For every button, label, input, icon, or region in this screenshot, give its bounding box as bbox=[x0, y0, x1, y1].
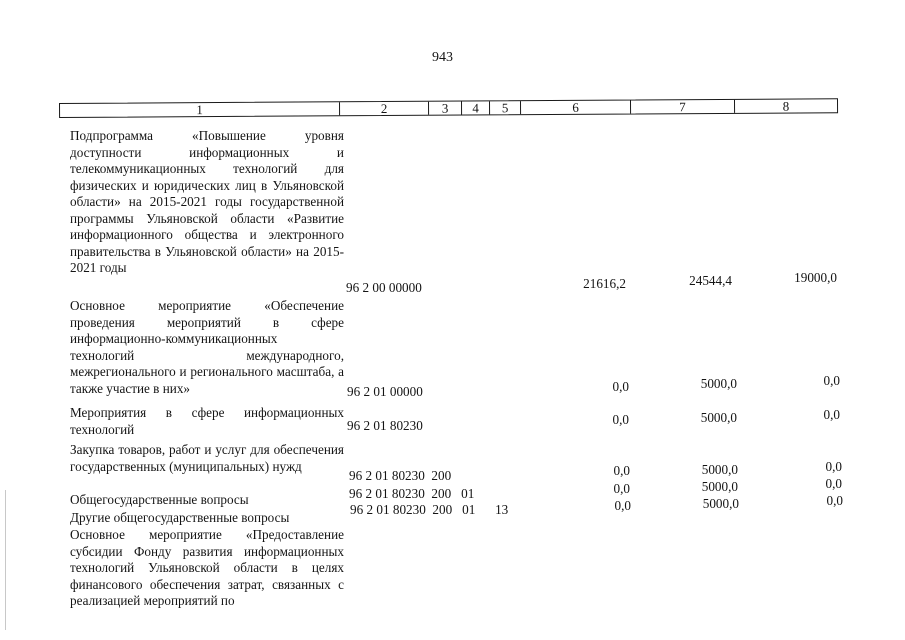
row-2-col6: 0,0 bbox=[612, 379, 629, 394]
header-col-6: 6 bbox=[520, 101, 630, 115]
row-1-col6: 21616,2 bbox=[583, 276, 626, 291]
row-1-code: 96 2 00 00000 bbox=[346, 280, 422, 295]
header-col-4: 4 bbox=[461, 101, 489, 114]
row-4-col7: 5000,0 bbox=[701, 462, 738, 477]
row-3-col7: 5000,0 bbox=[700, 410, 737, 425]
page-number: 943 bbox=[432, 50, 453, 65]
row-5-description: Общегосударственные вопросы bbox=[70, 492, 249, 507]
row-3-code: 96 2 01 80230 bbox=[347, 418, 423, 433]
row-3-col6: 0,0 bbox=[612, 412, 629, 427]
row-3-description: Мероприятия в сфере информационных технологий bbox=[70, 405, 344, 437]
row-2-col8: 0,0 bbox=[823, 373, 840, 388]
row-7-description: Основное мероприятие «Предоставление субсидии Фонду развития информационных технологий Ульяновской области в целях финансового обеспечения затрат, связанных с реализацией мероприятий по bbox=[70, 527, 344, 608]
row-1-col8: 19000,0 bbox=[794, 270, 837, 285]
row-6-code: 96 2 01 80230 200 01 13 bbox=[350, 502, 509, 517]
header-col-3: 3 bbox=[428, 102, 461, 115]
row-5-col6: 0,0 bbox=[613, 481, 630, 496]
row-6-col8: 0,0 bbox=[826, 493, 843, 508]
row-5-code: 96 2 01 80230 200 01 bbox=[349, 486, 475, 501]
row-4-code: 96 2 01 80230 200 bbox=[349, 468, 452, 483]
table-header bbox=[59, 98, 838, 118]
row-2-col7: 5000,0 bbox=[700, 376, 737, 391]
row-6-col6: 0,0 bbox=[614, 498, 631, 513]
header-col-5: 5 bbox=[489, 101, 520, 114]
row-5-col8: 0,0 bbox=[825, 476, 842, 491]
row-6-col7: 5000,0 bbox=[702, 496, 739, 511]
row-4-col6: 0,0 bbox=[613, 463, 630, 478]
row-2-code: 96 2 01 00000 bbox=[347, 384, 423, 399]
row-5-col7: 5000,0 bbox=[701, 479, 738, 494]
row-2-description: Основное мероприятие «Обеспечение проведения мероприятий в сфере информационно-коммуникационных технологий международного, межрегионального и регионального масштаба, а также участие в них» bbox=[70, 298, 344, 396]
header-col-7: 7 bbox=[630, 100, 734, 114]
scan-margin-line bbox=[5, 490, 6, 630]
row-1-description: Подпрограмма «Повышение уровня доступности информационных и телекоммуникационных технологий для физических и юридических лиц в Ульяновской области» на 2015-2021 годы государственной программы Ульяновской области «Развитие информационного общества и электронного правительства в Ульяновской области» на 2015-2021 годы bbox=[70, 128, 344, 275]
row-3-col8: 0,0 bbox=[823, 407, 840, 422]
row-4-description: Закупка товаров, работ и услуг для обеспечения государственных (муниципальных) нужд bbox=[70, 442, 344, 474]
row-4-col8: 0,0 bbox=[825, 459, 842, 474]
header-col-2: 2 bbox=[339, 102, 428, 116]
row-6-description: Другие общегосударственные вопросы bbox=[70, 510, 290, 525]
row-1-col7: 24544,4 bbox=[689, 273, 732, 288]
header-col-1: 1 bbox=[196, 102, 203, 118]
header-col-8: 8 bbox=[734, 99, 837, 113]
